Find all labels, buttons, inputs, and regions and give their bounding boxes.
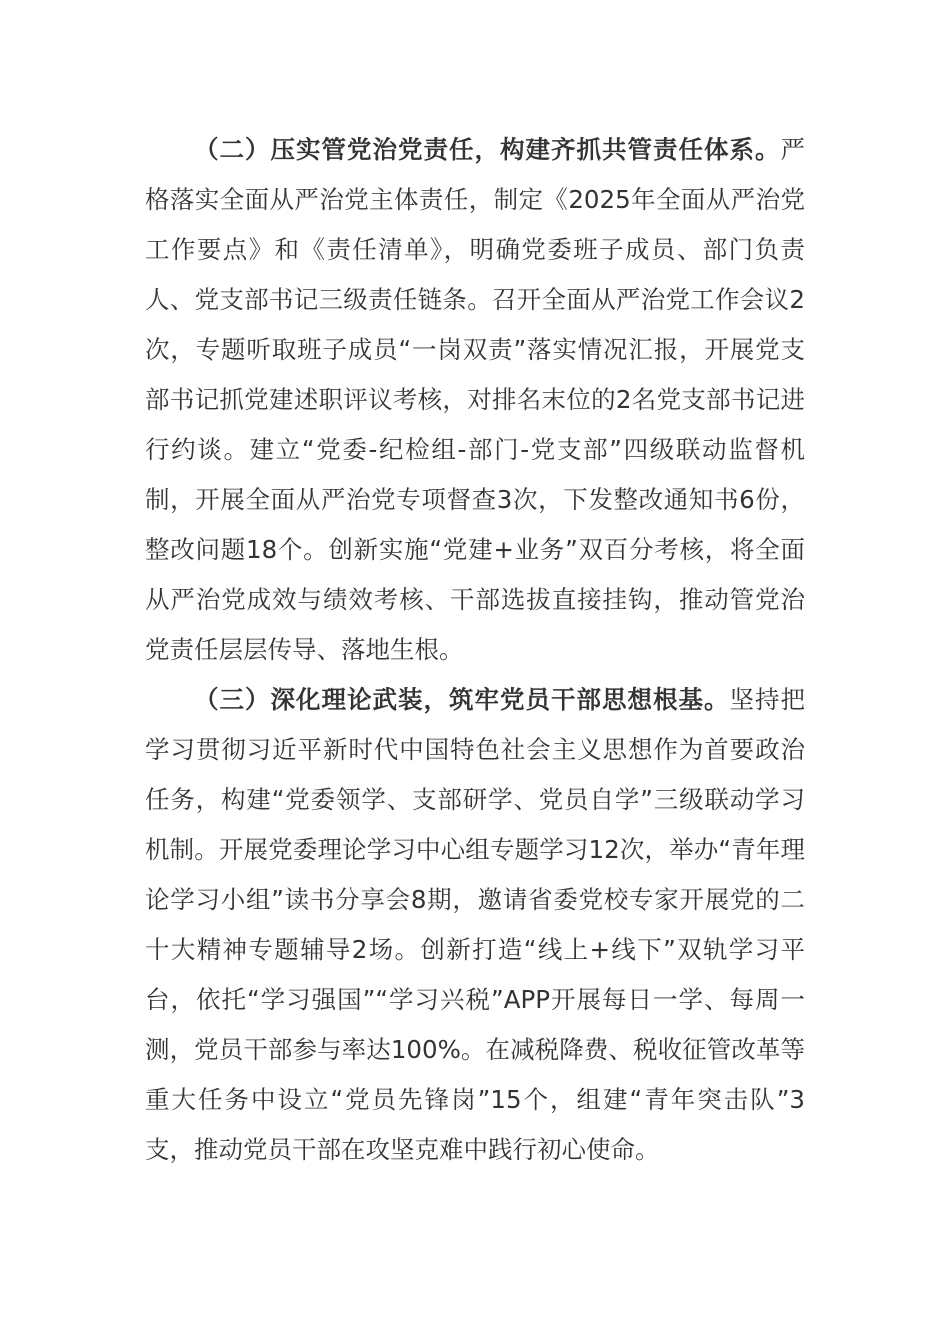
paragraph-section-2	[145, 125, 805, 675]
section-3-body: 坚持把学习贯彻习近平新时代中国特色社会主义思想作为首要政治任务，构建“党委领学、支部研学、党员自学”三级联动学习机制。开展党委理论学习中心组专题学习12次，举办“青年理论学习小组”读书分享会8期，邀请省委党校专家开展党的二十大精神专题辅导2场。创新打造“线上+线下”双轨学习平台，依托“学习强国”“学习兴税”APP开展每日一学、每周一测，党员干部参与率达100%。在减税降费、税收征管改革等重大任务中设立“党员先锋岗”15个，组建“青年突击队”3支，推动党员干部在攻坚克难中践行初心使命。	[145, 685, 805, 1164]
section-3-heading: （三）深化理论武装，筑牢党员干部思想根基。	[194, 685, 730, 714]
paragraph-section-3	[145, 675, 805, 1175]
document-page	[145, 125, 805, 1175]
section-2-body: 严格落实全面从严治党主体责任，制定《2025年全面从严治党工作要点》和《责任清单》，明确党委班子成员、部门负责人、党支部书记三级责任链条。召开全面从严治党工作会议2次，专题听取班子成员“一岗双责”落实情况汇报，开展党支部书记抓党建述职评议考核，对排名末位的2名党支部书记进行约谈。建立“党委-纪检组-部门-党支部”四级联动监督机制，开展全面从严治党专项督查3次，下发整改通知书6份，整改问题18个。创新实施“党建+业务”双百分考核，将全面从严治党成效与绩效考核、干部选拔直接挂钩，推动管党治党责任层层传导、落地生根。	[145, 135, 805, 664]
section-2-heading: （二）压实管党治党责任，构建齐抓共管责任体系。	[194, 135, 781, 164]
